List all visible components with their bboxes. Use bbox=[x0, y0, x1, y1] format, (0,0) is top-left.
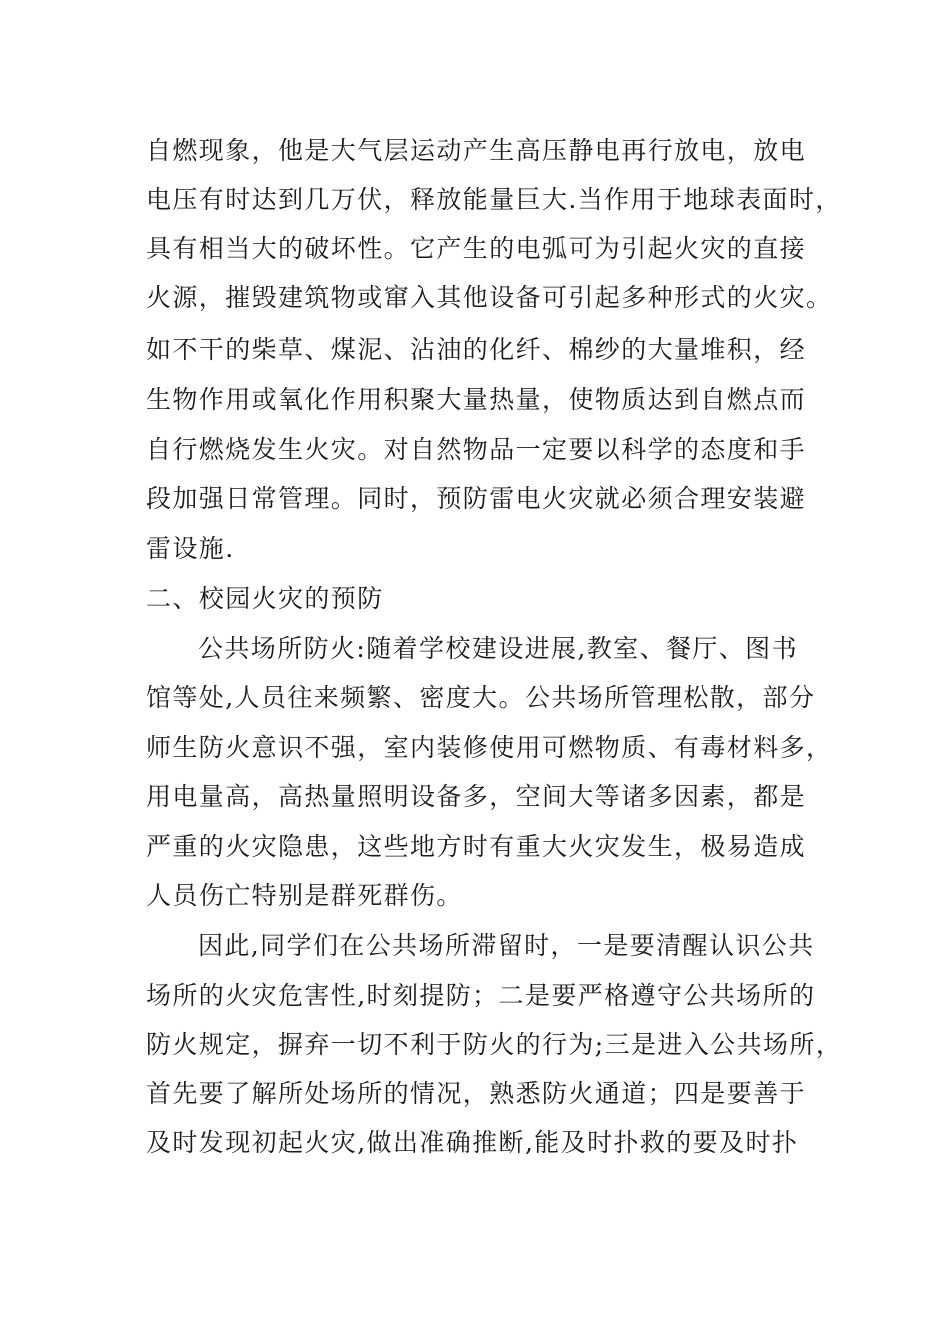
text-line: 场所的火灾危害性,时刻提防；二是要严格遵守公共场所的 bbox=[146, 981, 816, 1010]
paragraph-first-line: 因此,同学们在公共场所滞留时，一是要清醒认识公共 bbox=[198, 931, 815, 960]
text-line: 火源，摧毁建筑物或窜入其他设备可引起多种形式的火灾。 bbox=[146, 283, 833, 312]
text-line: 雷设施. bbox=[146, 534, 235, 563]
text-line: 首先要了解所处场所的情况，熟悉防火通道；四是要善于 bbox=[146, 1079, 807, 1108]
text-line: 馆等处,人员往来频繁、密度大。公共场所管理松散，部分 bbox=[146, 683, 816, 712]
text-line: 自燃现象，他是大气层运动产生高压静电再行放电，放电 bbox=[146, 136, 807, 165]
text-line: 具有相当大的破坏性。它产生的电弧可为引起火灾的直接 bbox=[146, 234, 807, 263]
text-line: 及时发现初起火灾,做出准确推断,能及时扑救的要及时扑 bbox=[146, 1128, 799, 1157]
text-line: 生物作用或氧化作用积聚大量热量，使物质达到自燃点而 bbox=[146, 385, 807, 414]
text-line: 用电量高，高热量照明设备多，空间大等诸多因素，都是 bbox=[146, 782, 807, 811]
text-line: 自行燃烧发生火灾。对自然物品一定要以科学的态度和手 bbox=[146, 435, 807, 464]
text-line: 师生防火意识不强，室内装修使用可燃物质、有毒材料多， bbox=[146, 733, 833, 762]
text-line: 如不干的柴草、煤泥、沾油的化纤、棉纱的大量堆积，经 bbox=[146, 335, 807, 364]
section-heading: 二、校园火灾的预防 bbox=[146, 584, 384, 613]
text-line: 防火规定，摒弃一切不利于防火的行为;三是进入公共场所， bbox=[146, 1030, 843, 1059]
text-line: 人员伤亡特别是群死群伤。 bbox=[146, 881, 463, 910]
text-line: 电压有时达到几万伏，释放能量巨大.当作用于地球表面时， bbox=[146, 185, 842, 214]
text-line: 段加强日常管理。同时，预防雷电火灾就必须合理安装避 bbox=[146, 484, 807, 513]
paragraph-first-line: 公共场所防火:随着学校建设进展,教室、餐厅、图书 bbox=[198, 634, 798, 663]
text-line: 严重的火灾隐患，这些地方时有重大火灾发生，极易造成 bbox=[146, 832, 807, 861]
